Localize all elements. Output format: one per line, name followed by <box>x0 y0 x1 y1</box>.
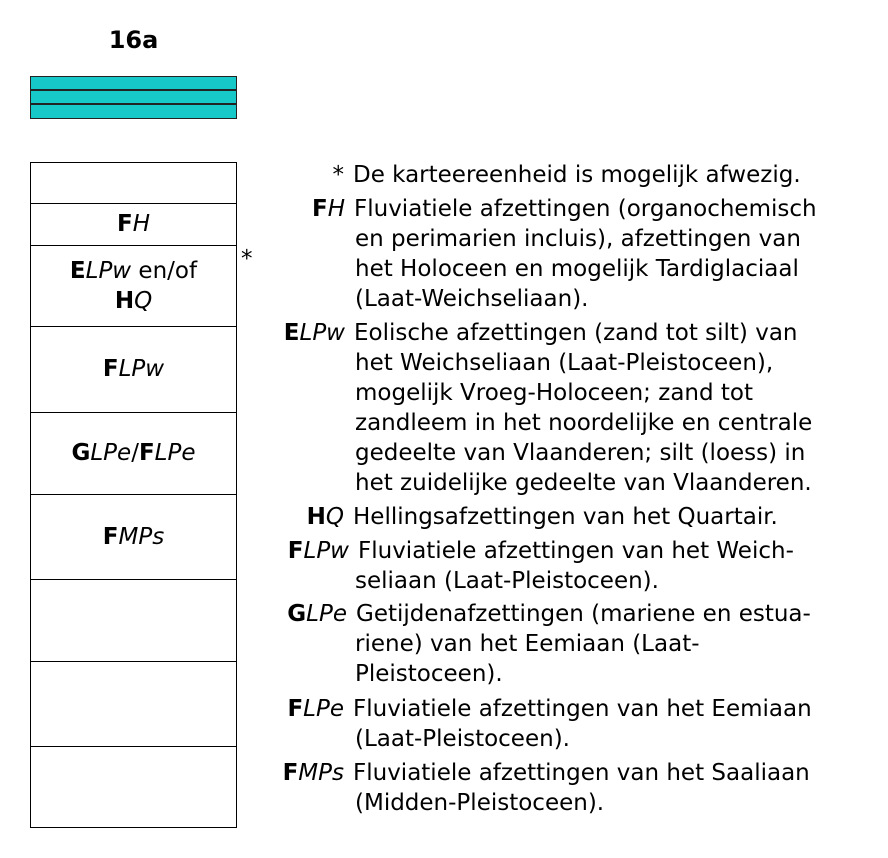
legend-code-part: F <box>282 760 299 786</box>
layer-elpw-hq-part: Q <box>134 287 153 314</box>
layer-fh-part: H <box>132 211 150 237</box>
legend-text-continuation: (Laat-Weichseliaan). <box>355 286 589 312</box>
layer-glpe-flpe <box>31 412 236 495</box>
legend-text: Hellingsafzettingen van het Quartair. <box>353 504 778 530</box>
legend-text-continuation: zandleem in het noordelijke en centrale <box>355 410 813 436</box>
legend-code-part: Q <box>325 504 344 530</box>
legend-code <box>284 318 345 348</box>
legend-text-continuation: het zuidelijke gedeelte van Vlaanderen. <box>355 470 812 496</box>
layer-elpw-hq-part: H <box>114 287 135 314</box>
legend-text-continuation: het Weichseliaan (Laat-Pleistoceen), <box>355 350 774 376</box>
legend-text: Eolische afzettingen (zand tot silt) van <box>354 320 798 346</box>
legend-code-part: LPw <box>299 320 345 346</box>
layer-glpe-flpe-part: LPe <box>154 440 196 466</box>
cyan-top-layer-block <box>30 76 237 119</box>
legend-text-continuation: Pleistoceen). <box>355 661 503 687</box>
layer-fmps <box>31 494 236 580</box>
cyan-divider <box>31 89 236 91</box>
asterisk-marker: * <box>241 246 253 272</box>
layer-flpw-part: LPw <box>118 356 165 382</box>
legend-code-part: F <box>287 696 304 722</box>
layer-glpe-flpe-part: F <box>138 440 155 466</box>
layer-fh-part: F <box>116 211 133 237</box>
layer-elpw-hq <box>31 245 236 327</box>
legend-text-continuation: (Laat-Pleistoceen). <box>355 726 570 752</box>
legend-text-continuation: het Holoceen en mogelijk Tardiglaciaal <box>355 256 799 282</box>
layer-fmps-part: MPs <box>118 523 165 550</box>
legend-text-continuation: riene) van het Eemiaan (Laat- <box>355 631 700 657</box>
legend-text-continuation: mogelijk Vroeg-Holoceen; zand tot <box>355 380 754 406</box>
legend-code-part: MPs <box>298 760 344 786</box>
legend-text: Fluviatiele afzettingen van het Saaliaan <box>353 760 810 786</box>
legend-text-continuation: seliaan (Laat-Pleistoceen). <box>355 568 659 594</box>
legend-code <box>307 502 344 532</box>
layer-glpe-flpe-part: / <box>131 440 139 466</box>
layer-glpe-flpe-part: LPe <box>90 440 132 466</box>
layer-7 <box>31 579 236 662</box>
layer-glpe-flpe-part: G <box>71 440 91 466</box>
legend-text: Getijdenafzettingen (mariene en estua- <box>356 601 811 627</box>
legend-text: Fluviatiele afzettingen van het Eemiaan <box>353 696 812 722</box>
legend-code <box>287 599 347 629</box>
legend-code-part: H <box>327 196 345 222</box>
legend-code <box>288 536 349 566</box>
legend-code-part: * <box>332 162 344 188</box>
layer-fmps-part: F <box>102 523 119 550</box>
legend-text: Fluviatiele afzettingen (organochemisch <box>354 196 817 222</box>
legend-code <box>283 758 344 788</box>
legend-code-part: LPe <box>306 601 347 627</box>
layer-flpw-part: F <box>102 356 119 382</box>
layer-elpw-hq-part: LPw <box>85 257 132 284</box>
legend-code-part: F <box>287 538 304 564</box>
legend-code-part: E <box>283 320 300 346</box>
diagram-title: 16a <box>108 26 159 54</box>
legend-code-part: LPe <box>303 696 344 722</box>
layer-1 <box>31 163 236 204</box>
legend-code-part: F <box>311 196 328 222</box>
layer-elpw-hq-part: en/of <box>131 257 198 284</box>
layer-elpw-hq-part: E <box>69 257 86 284</box>
legend-code-part: LPw <box>303 538 349 564</box>
legend-code <box>333 160 345 190</box>
stratigraphic-column <box>30 162 237 828</box>
legend-code <box>312 194 345 224</box>
legend-text-continuation: gedeelte van Vlaanderen; silt (loess) in <box>355 440 806 466</box>
cyan-divider <box>31 103 236 105</box>
layer-8 <box>31 661 236 747</box>
legend-text: Fluviatiele afzettingen van het Weich- <box>358 538 794 564</box>
legend-text: De karteereenheid is mogelijk afwezig. <box>353 162 801 188</box>
layer-9 <box>31 746 236 827</box>
legend-text-continuation: (Midden-Pleistoceen). <box>355 790 605 816</box>
legend-code-part: G <box>287 601 307 627</box>
layer-fh <box>31 203 236 246</box>
layer-flpw <box>31 326 236 413</box>
legend-code-part: H <box>306 504 326 530</box>
legend-text-continuation: en perimarien incluis), afzettingen van <box>355 226 801 252</box>
legend-code <box>287 694 344 724</box>
